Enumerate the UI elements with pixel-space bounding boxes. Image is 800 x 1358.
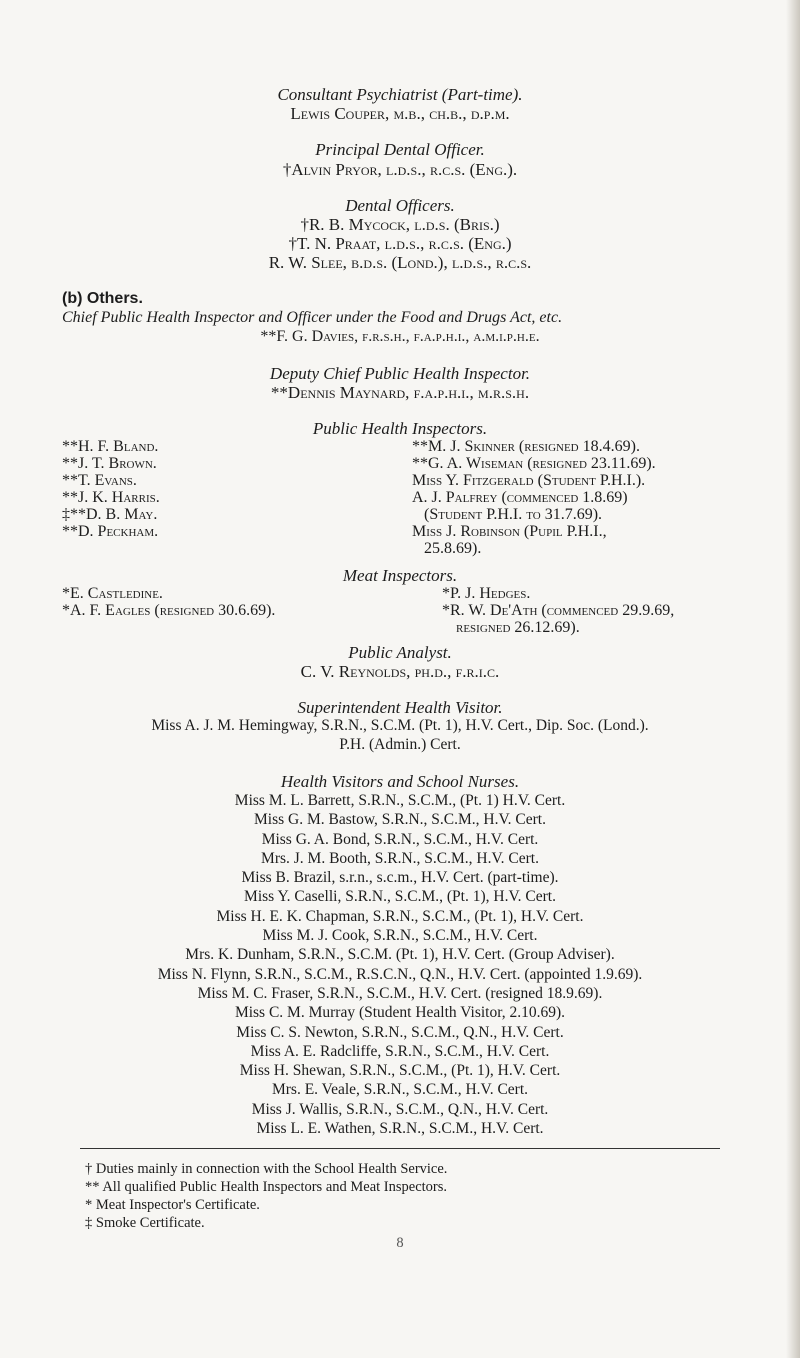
deputy-name: **Dennis Maynard, f.a.p.h.i., m.r.s.h. [270, 383, 530, 402]
health-visitor: Mrs. K. Dunham, S.R.N., S.C.M. (Pt. 1), H.V. Cert. (Group Adviser). [185, 946, 615, 964]
health-visitor: Mrs. J. M. Booth, S.R.N., S.C.M., H.V. Cert. [261, 849, 539, 867]
meat-inspector: *A. F. Eagles (resigned 30.6.69). [62, 602, 276, 619]
shv-name: Miss A. J. M. Hemingway, S.R.N., S.C.M. (Pt. 1), H.V. Cert., Dip. Soc. (Lond.). [151, 717, 649, 734]
phi-name: **D. Peckham. [62, 523, 159, 540]
pdo-title: Principal Dental Officer. [315, 140, 485, 159]
page-edge-shadow [786, 0, 800, 1358]
phi-right-column [412, 438, 656, 557]
health-visitor: Miss Y. Caselli, S.R.N., S.C.M., (Pt. 1), H.V. Cert. [244, 888, 556, 906]
phi-name: **J. K. Harris. [62, 489, 160, 506]
phi-left-column [62, 438, 160, 540]
footnote: ** All qualified Public Health Inspectors and Meat Inspectors. [85, 1179, 448, 1195]
health-visitor: Miss H. Shewan, S.R.N., S.C.M., (Pt. 1), H.V. Cert. [239, 1062, 561, 1080]
psychiatrist-name: Lewis Couper, m.b., ch.b., d.p.m. [290, 104, 510, 123]
hv-title: Health Visitors and School Nurses. [280, 772, 520, 791]
footnote-divider [80, 1148, 720, 1149]
meat-inspector: *E. Castledine. [62, 585, 163, 602]
phi-name: **T. Evans. [62, 472, 137, 489]
phi-title: Public Health Inspectors. [312, 419, 488, 438]
page-number: 8 [396, 1235, 404, 1251]
phi-name: **J. T. Brown. [62, 455, 157, 472]
health-visitor: Miss M. J. Cook, S.R.N., S.C.M., H.V. Cert. [262, 927, 538, 945]
health-visitor: Miss L. E. Wathen, S.R.N., S.C.M., H.V. Cert. [256, 1120, 544, 1138]
meat-note: resigned 26.12.69). [456, 619, 580, 636]
footnote: † Duties mainly in connection with the School Health Service. [85, 1161, 448, 1177]
analyst-title: Public Analyst. [348, 643, 452, 662]
health-visitor: Miss M. L. Barrett, S.R.N., S.C.M., (Pt. 1) H.V. Cert. [234, 792, 566, 809]
analyst-name: C. V. Reynolds, ph.d., f.r.i.c. [300, 662, 500, 681]
phi-note: 25.8.69). [424, 540, 482, 557]
health-visitor: Miss H. E. K. Chapman, S.R.N., S.C.M., (Pt. 1), H.V. Cert. [216, 907, 584, 925]
health-visitor: Miss G. M. Bastow, S.R.N., S.C.M., H.V. Cert. [254, 811, 546, 829]
footnote: * Meat Inspector's Certificate. [85, 1197, 260, 1213]
dental-officer: †R. B. Mycock, l.d.s. (Bris.) [300, 215, 500, 234]
health-visitor: Miss B. Brazil, s.r.n., s.c.m., H.V. Cert. (part-time). [241, 869, 559, 887]
phi-name: Miss J. Robinson (Pupil P.H.I., [412, 523, 607, 540]
meat-inspector: *R. W. De'Ath (commenced 29.9.69, [442, 602, 675, 619]
phi-name: **M. J. Skinner (resigned 18.4.69). [412, 438, 640, 455]
health-visitor: Miss J. Wallis, S.R.N., S.C.M., Q.N., H.V. Cert. [251, 1100, 549, 1118]
phi-name: Miss Y. Fitzgerald (Student P.H.I.). [412, 472, 646, 489]
meat-right-column [442, 585, 674, 636]
phi-name: ‡**D. B. May. [62, 506, 158, 523]
shv-qualification: P.H. (Admin.) Cert. [339, 736, 461, 753]
shv-title: Superintendent Health Visitor. [297, 698, 503, 717]
chief-inspector-name: **F. G. Davies, f.r.s.h., f.a.p.h.i., a.m.i.p.h.e. [260, 328, 540, 345]
health-visitor: Miss C. S. Newton, S.R.N., S.C.M., Q.N., H.V. Cert. [236, 1023, 564, 1041]
meat-left-column [62, 585, 275, 619]
dental-officer: †T. N. Praat, l.d.s., r.c.s. (Eng.) [288, 234, 512, 253]
meat-title: Meat Inspectors. [342, 566, 458, 585]
phi-note: (Student P.H.I. to 31.7.69). [424, 506, 603, 523]
phi-name: **H. F. Bland. [62, 438, 159, 455]
phi-name: **G. A. Wiseman (resigned 23.11.69). [412, 455, 656, 472]
phi-name: A. J. Palfrey (commenced 1.8.69) [412, 489, 628, 506]
health-visitor: Miss N. Flynn, S.R.N., S.C.M., R.S.C.N., Q.N., H.V. Cert. (appointed 1.9.69). [157, 965, 643, 983]
health-visitor: Miss G. A. Bond, S.R.N., S.C.M., H.V. Cert. [261, 830, 539, 848]
meat-inspector: *P. J. Hedges. [442, 585, 531, 602]
psychiatrist-title: Consultant Psychiatrist (Part-time). [277, 85, 523, 104]
footnotes [85, 1160, 447, 1232]
dental-officers-title: Dental Officers. [345, 196, 455, 215]
health-visitor: Miss C. M. Murray (Student Health Visitor, 2.10.69). [234, 1004, 566, 1022]
health-visitor: Mrs. E. Veale, S.R.N., S.C.M., H.V. Cert. [271, 1081, 529, 1099]
health-visitors-list [0, 791, 800, 1138]
chief-inspector-title: Chief Public Health Inspector and Officer under the Food and Drugs Act, etc. [62, 309, 563, 326]
section-label-others: (b) Others. [62, 290, 143, 307]
pdo-name: †Alvin Pryor, l.d.s., r.c.s. (Eng.). [282, 160, 518, 179]
deputy-title: Deputy Chief Public Health Inspector. [269, 364, 531, 383]
health-visitor: Miss M. C. Fraser, S.R.N., S.C.M., H.V. Cert. (resigned 18.9.69). [197, 984, 603, 1002]
footnote: ‡ Smoke Certificate. [85, 1215, 205, 1231]
dental-officer: R. W. Slee, b.d.s. (Lond.), l.d.s., r.c.s. [268, 253, 532, 272]
health-visitor: Miss A. E. Radcliffe, S.R.N., S.C.M., H.V. Cert. [250, 1042, 550, 1060]
